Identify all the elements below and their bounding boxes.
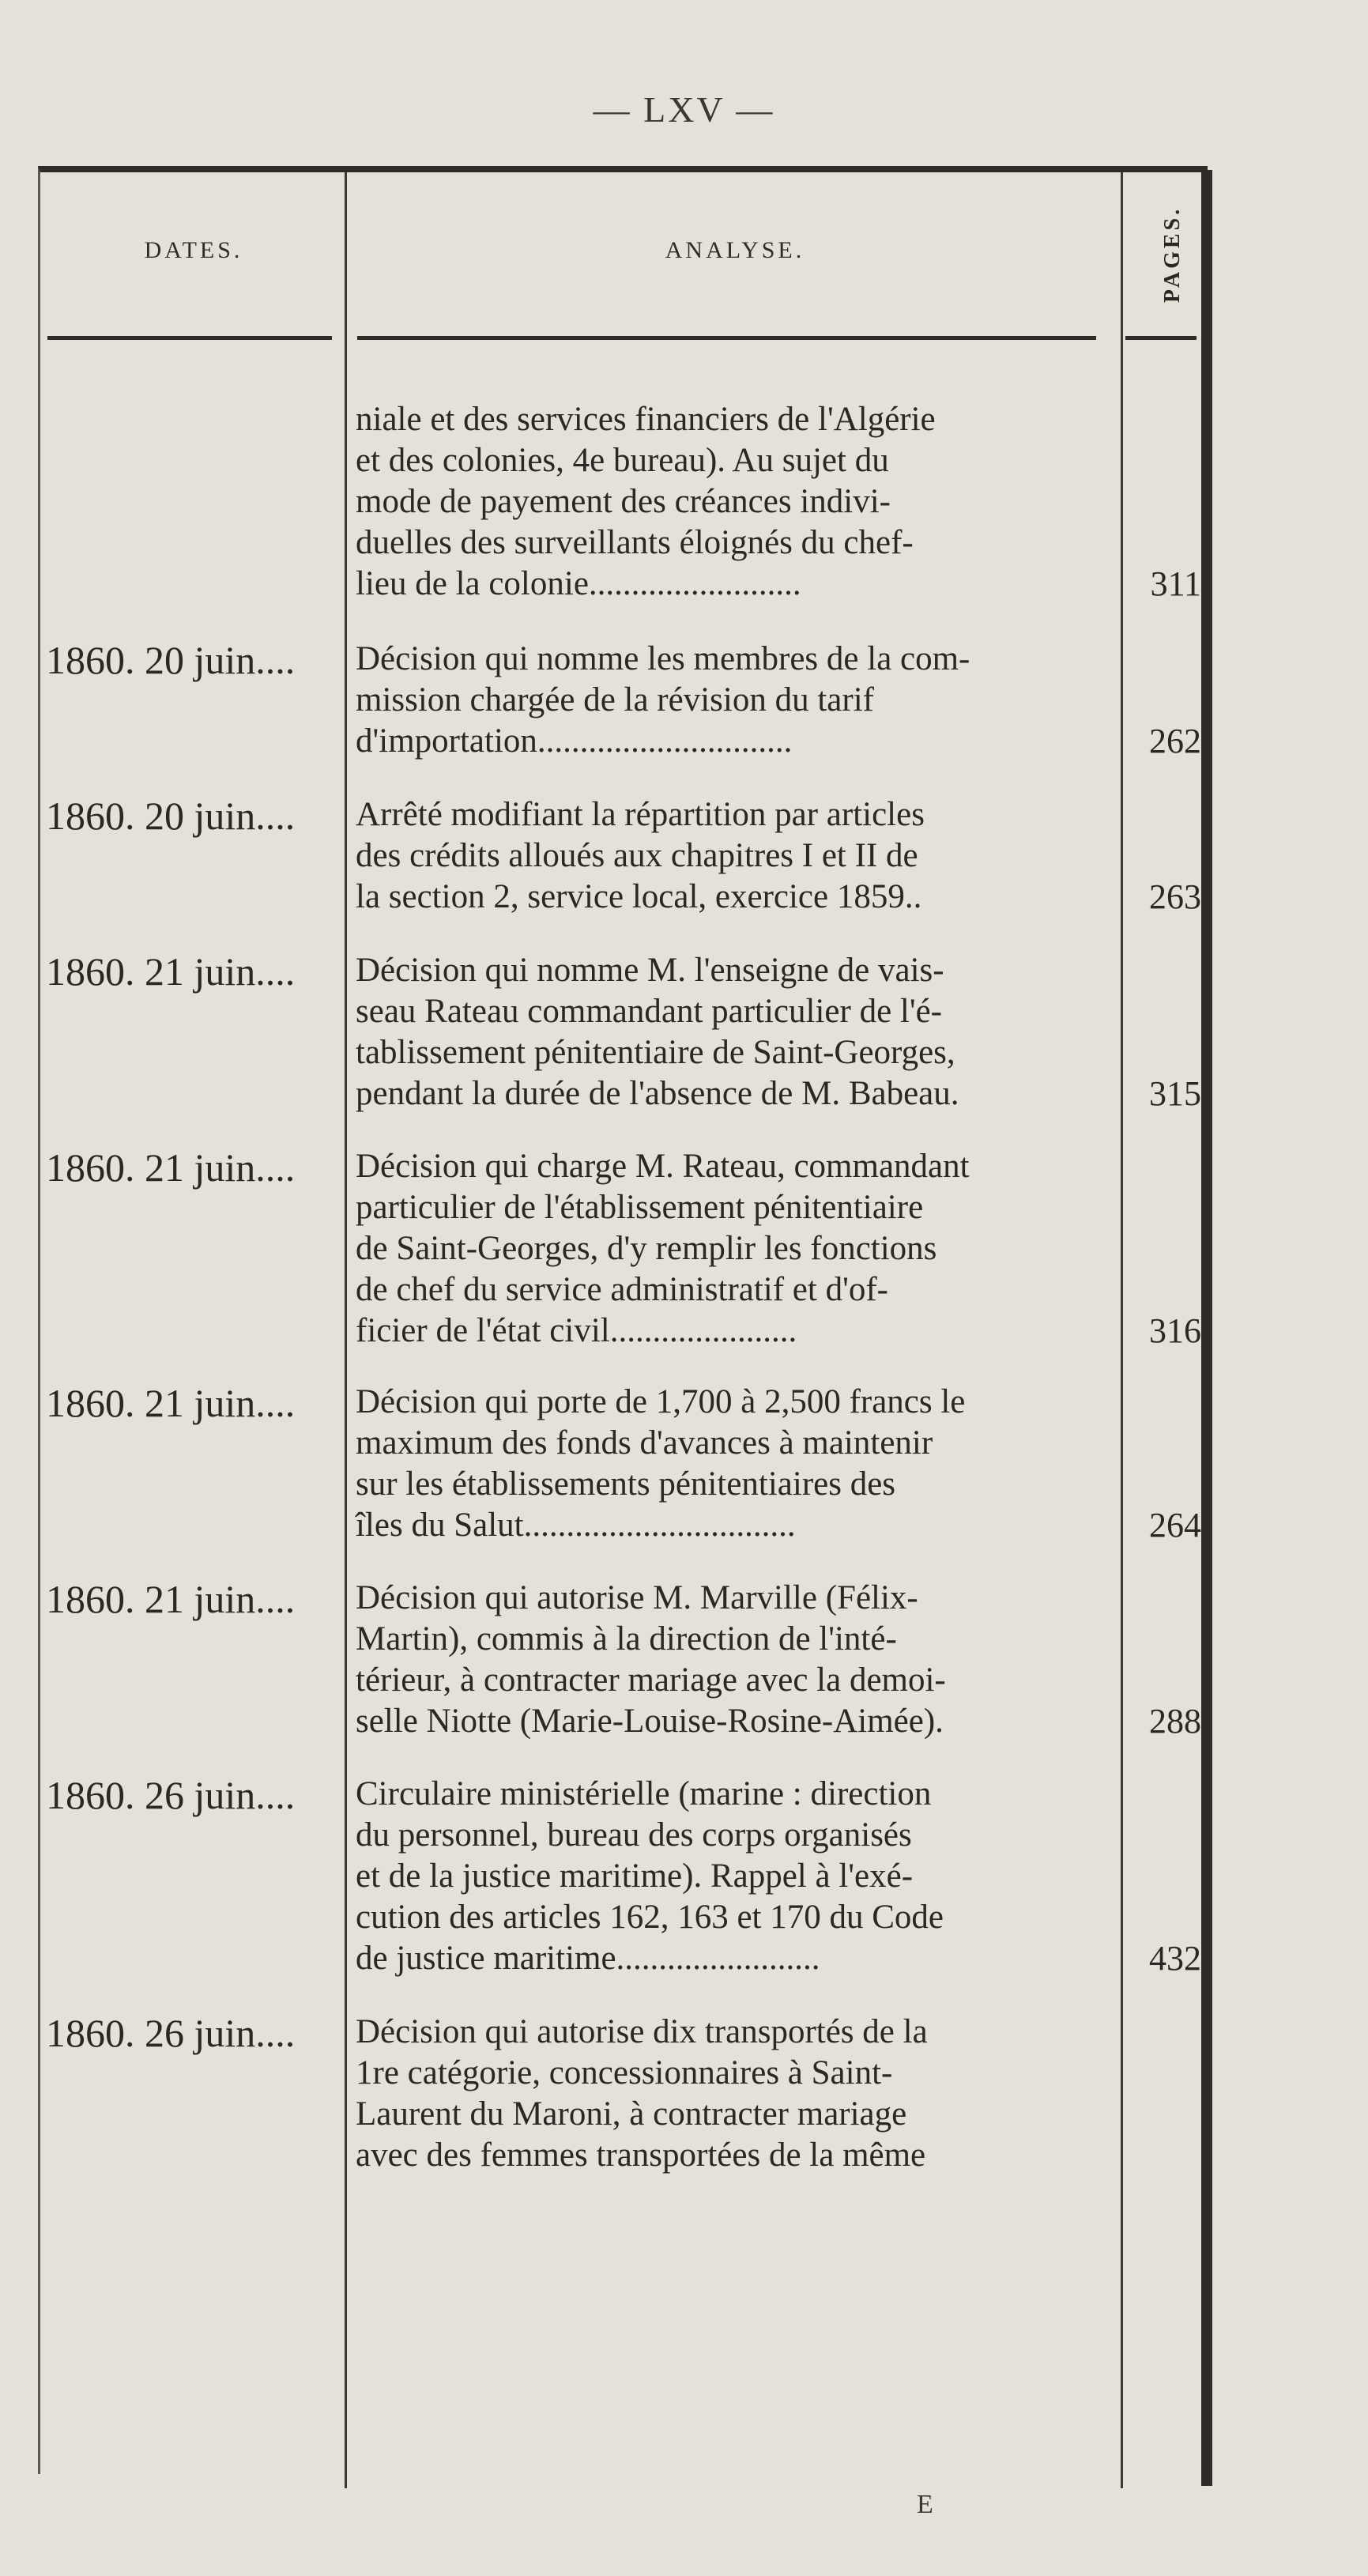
analyse-line: de chef du service administratif et d'of- bbox=[356, 1271, 888, 1308]
analyse-line: tablissement pénitentiaire de Saint-Georges, bbox=[356, 1034, 955, 1071]
analyse-line: cution des articles 162, 163 et 170 du Code bbox=[356, 1899, 944, 1936]
analyse-line: îles du Salut................................ bbox=[356, 1507, 796, 1544]
entry-analyse bbox=[356, 794, 1116, 918]
entry-analyse bbox=[356, 399, 1116, 605]
entry-page: 432 bbox=[1149, 1939, 1201, 1978]
analyse-line: Arrêté modifiant la répartition par articles bbox=[356, 796, 925, 833]
entry-page: 288 bbox=[1149, 1702, 1201, 1741]
entry-page: 264 bbox=[1149, 1506, 1201, 1544]
analyse-line: Circulaire ministérielle (marine : direction bbox=[356, 1775, 932, 1812]
analyse-line: térieur, à contracter mariage avec la demoi- bbox=[356, 1661, 946, 1699]
analyse-line: duelles des surveillants éloignés du chef- bbox=[356, 524, 914, 561]
analyse-line: lieu de la colonie......................... bbox=[356, 565, 801, 602]
entry-analyse bbox=[356, 1774, 1116, 1979]
entry-date: 1860. 21 juin.... bbox=[46, 1577, 296, 1621]
header-pages: PAGES. bbox=[1160, 206, 1185, 304]
analyse-line: mission chargée de la révision du tarif bbox=[356, 681, 874, 718]
analyse-line: selle Niotte (Marie-Louise-Rosine-Aimée). bbox=[356, 1703, 944, 1740]
analyse-line: mode de payement des créances indivi- bbox=[356, 483, 891, 520]
entry-page: 262 bbox=[1149, 722, 1201, 760]
analyse-line: et des colonies, 4e bureau). Au sujet du bbox=[356, 442, 889, 479]
analyse-line: 1re catégorie, concessionnaires à Saint- bbox=[356, 2054, 893, 2091]
analyse-line: de Saint-Georges, d'y remplir les fonctions bbox=[356, 1230, 937, 1267]
analyse-line: et de la justice maritime). Rappel à l'exé- bbox=[356, 1858, 914, 1895]
analyse-line: de justice maritime........................ bbox=[356, 1940, 820, 1977]
entry-analyse bbox=[356, 1382, 1116, 1546]
entry-page: 315 bbox=[1149, 1074, 1201, 1113]
entry-date: 1860. 21 juin.... bbox=[46, 949, 296, 994]
analyse-line: Décision qui nomme les membres de la com- bbox=[356, 640, 970, 677]
entry-analyse bbox=[356, 2012, 1116, 2176]
header-analyse: ANALYSE. bbox=[665, 237, 805, 263]
analyse-line: d'importation.............................. bbox=[356, 722, 793, 760]
entry-page: 316 bbox=[1149, 1311, 1201, 1350]
analyse-line: particulier de l'établissement pénitentiaire bbox=[356, 1189, 924, 1226]
analyse-line: la section 2, service local, exercice 1859.. bbox=[356, 878, 922, 915]
analyse-line: Laurent du Maroni, à contracter mariage bbox=[356, 2095, 907, 2133]
analyse-line: des crédits alloués aux chapitres I et II de bbox=[356, 837, 918, 874]
analyse-line: seau Rateau commandant particulier de l'é- bbox=[356, 993, 943, 1030]
entry-analyse bbox=[356, 639, 1116, 762]
entry-analyse bbox=[356, 950, 1116, 1115]
entry-date: 1860. 26 juin.... bbox=[46, 2011, 296, 2055]
footer-signature: E bbox=[917, 2490, 933, 2519]
entry-date: 1860. 26 juin.... bbox=[46, 1773, 296, 1817]
page-header: — LXV — bbox=[593, 89, 775, 130]
analyse-line: niale et des services financiers de l'Algérie bbox=[356, 401, 936, 438]
entry-date: 1860. 21 juin.... bbox=[46, 1145, 296, 1190]
analyse-line: Décision qui porte de 1,700 à 2,500 francs le bbox=[356, 1383, 966, 1420]
entry-date: 1860. 20 juin.... bbox=[46, 794, 296, 838]
analyse-line: Martin), commis à la direction de l'inté- bbox=[356, 1620, 897, 1658]
analyse-line: maximum des fonds d'avances à maintenir bbox=[356, 1424, 933, 1461]
entry-analyse bbox=[356, 1146, 1116, 1352]
analyse-line: Décision qui charge M. Rateau, commandant bbox=[356, 1148, 970, 1185]
analyse-line: Décision qui autorise dix transportés de la bbox=[356, 2013, 928, 2050]
analyse-line: Décision qui autorise M. Marville (Félix- bbox=[356, 1579, 918, 1616]
analyse-line: sur les établissements pénitentiaires des bbox=[356, 1465, 896, 1503]
analyse-line: avec des femmes transportées de la même bbox=[356, 2137, 926, 2174]
header-dates: DATES. bbox=[144, 237, 243, 263]
entry-analyse bbox=[356, 1578, 1116, 1742]
entry-page: 263 bbox=[1149, 877, 1201, 916]
analyse-line: ficier de l'état civil...................... bbox=[356, 1312, 797, 1349]
analyse-line: pendant la durée de l'absence de M. Babeau. bbox=[356, 1075, 959, 1112]
analyse-line: Décision qui nomme M. l'enseigne de vais- bbox=[356, 952, 944, 989]
entry-date: 1860. 21 juin.... bbox=[46, 1381, 296, 1425]
entry-page: 311 bbox=[1150, 564, 1201, 603]
analyse-line: du personnel, bureau des corps organisés bbox=[356, 1816, 912, 1854]
entry-date: 1860. 20 juin.... bbox=[46, 638, 296, 682]
